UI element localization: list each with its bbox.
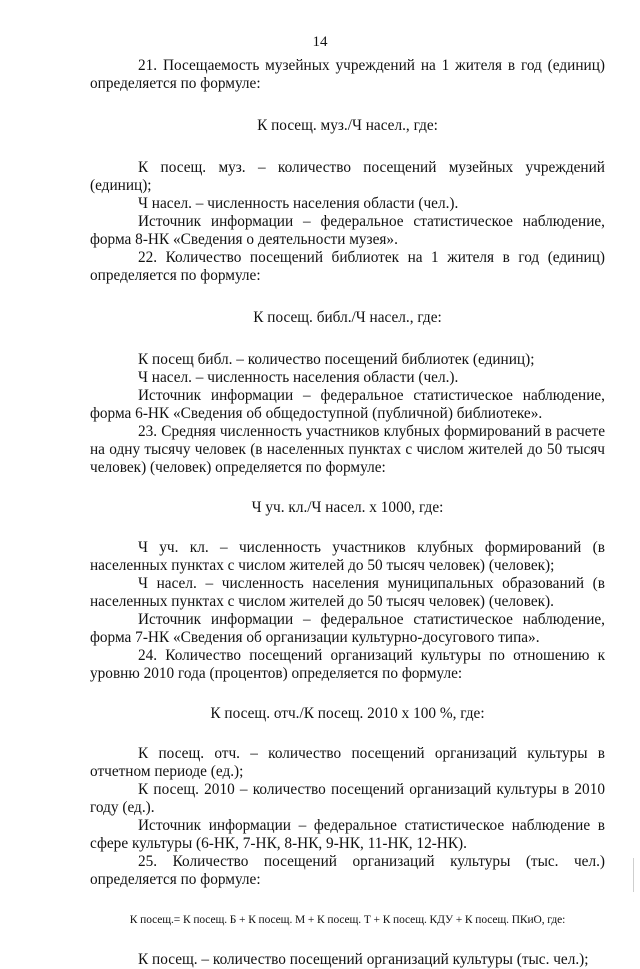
item-23-definition-2: Ч насел. – численность населения муниципальных образований (в населенных пунктах с числом жителей до 50 тысяч человек) (человек). bbox=[90, 575, 605, 610]
item-21-intro: 21. Посещаемость музейных учреждений на 1 жителя в год (единиц) определяется по формуле: bbox=[90, 57, 605, 92]
formula-21: К посещ. муз./Ч насел., где: bbox=[257, 117, 438, 134]
item-23-source: Источник информации – федеральное статистическое наблюдение, форма 7-НК «Сведения об организации культурно-досугового типа». bbox=[90, 611, 605, 646]
page-number: 14 bbox=[312, 34, 328, 50]
item-24-definition-2: К посещ. 2010 – количество посещений организаций культуры в 2010 году (ед.). bbox=[90, 781, 605, 816]
scan-edge-mark bbox=[633, 858, 634, 892]
item-24-source: Источник информации – федеральное статистическое наблюдение в сфере культуры (6-НК, 7-НК, 8-НК, 9-НК, 11-НК, 12-НК). bbox=[90, 817, 605, 852]
item-23-intro: 23. Средняя численность участников клубных формирований в расчете на одну тысячу человек (в населенных пунктах с числом жителей до 50 тысяч человек) (человек) определяется по формуле: bbox=[90, 423, 605, 476]
item-22-definition-1: К посещ библ. – количество посещений библиотек (единиц); bbox=[138, 351, 535, 368]
document-body bbox=[90, 57, 605, 969]
item-24-intro: 24. Количество посещений организаций культуры по отношению к уровню 2010 года (процентов) определяется по формуле: bbox=[90, 647, 605, 682]
item-22-definition-2: Ч насел. – численность населения области (чел.). bbox=[138, 369, 459, 386]
formula-24: К посещ. отч./К посещ. 2010 х 100 %, где: bbox=[210, 705, 485, 722]
item-21-source: Источник информации – федеральное статистическое наблюдение, форма 8-НК «Сведения о деятельности музея». bbox=[90, 213, 605, 248]
item-25-intro: 25. Количество посещений организаций культуры (тыс. чел.) определяется по формуле: bbox=[90, 853, 605, 888]
item-24-definition-1: К посещ. отч. – количество посещений организаций культуры в отчетном периоде (ед.); bbox=[90, 745, 605, 780]
item-22-intro: 22. Количество посещений библиотек на 1 жителя в год (единиц) определяется по формуле: bbox=[90, 249, 605, 284]
formula-23: Ч уч. кл./Ч насел. х 1000, где: bbox=[251, 499, 444, 516]
item-22-source: Источник информации – федеральное статистическое наблюдение, форма 6-НК «Сведения об общедоступной (публичной) библиотеке». bbox=[90, 387, 605, 422]
formula-25: К посещ.= К посещ. Б + К посещ. М + К посещ. Т + К посещ. КДУ + К посещ. ПКиО, где: bbox=[129, 914, 566, 926]
item-25-definition-1: К посещ. – количество посещений организаций культуры (тыс. чел.); bbox=[138, 951, 589, 968]
item-21-definition-1: К посещ. муз. – количество посещений музейных учреждений (единиц); bbox=[90, 159, 605, 194]
formula-22: К посещ. библ./Ч насел., где: bbox=[253, 309, 442, 326]
item-21-definition-2: Ч насел. – численность населения области (чел.). bbox=[138, 195, 459, 212]
item-23-definition-1: Ч уч. кл. – численность участников клубных формирований (в населенных пунктах с числом жителей до 50 тысяч человек) (человек); bbox=[90, 539, 605, 574]
